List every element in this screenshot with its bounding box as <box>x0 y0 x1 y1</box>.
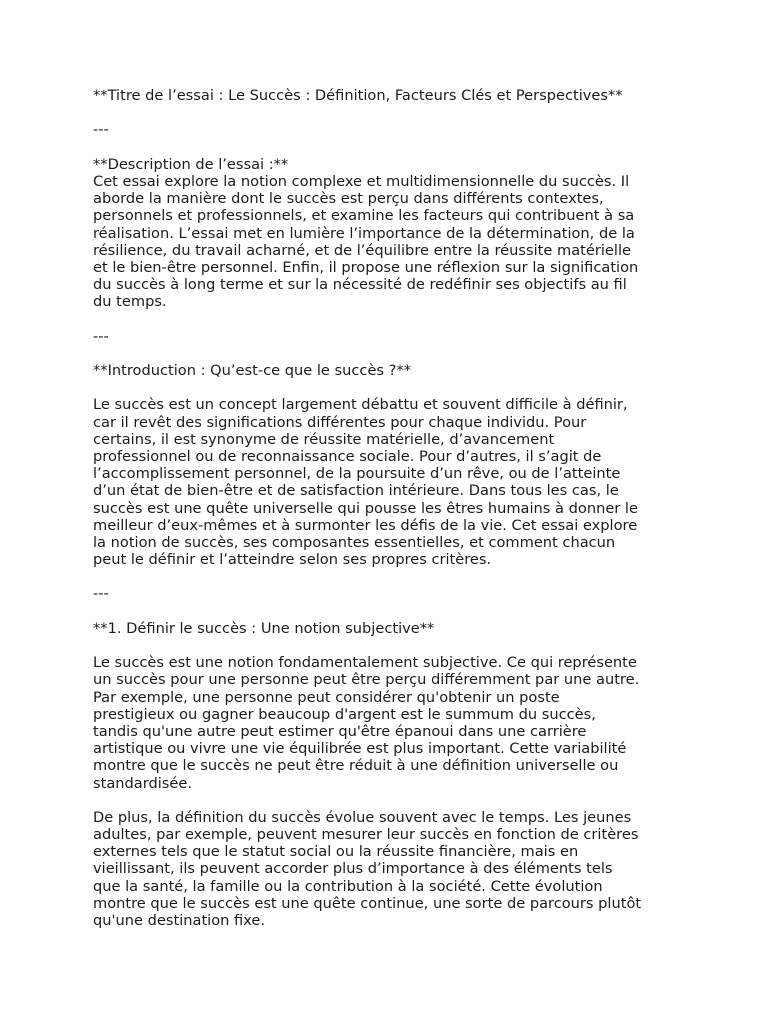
separator: --- <box>93 585 109 603</box>
paragraph-line: artistique ou vivre une vie équilibrée est plus important. Cette variabilité <box>93 740 627 758</box>
blank-line <box>93 603 683 620</box>
intro-heading: **Introduction : Qu’est-ce que le succès ?** <box>93 362 412 379</box>
paragraph-line: du succès à long terme et sur la nécessité de redéfinir ses objectifs au fil <box>93 276 627 294</box>
paragraph-line: du temps. <box>93 293 167 311</box>
description-heading: **Description de l’essai :** <box>93 155 289 173</box>
section-heading: **1. Définir le succès : Une notion subjective** <box>93 619 435 637</box>
paragraph-line: qu'une destination fixe. <box>93 912 266 929</box>
blank-line <box>93 310 683 327</box>
paragraph-line: meilleur d’eux-mêmes et à surmonter les défis de la vie. Cet essai explore <box>93 516 638 534</box>
separator: --- <box>93 121 109 139</box>
blank-line <box>93 637 683 654</box>
paragraph-line: la notion de succès, ses composantes essentielles, et comment chacun <box>93 533 616 551</box>
paragraph-line: personnels et professionnels, et examine les facteurs qui contribuent à sa <box>93 207 635 225</box>
paragraph-line: succès est une quête universelle qui pousse les êtres humains à donner le <box>93 499 638 517</box>
paragraph-line: adultes, par exemple, peuvent mesurer leur succès en fonction de critères <box>93 826 639 844</box>
paragraph-line: d’un état de bien-être et de satisfaction intérieure. Dans tous les cas, le <box>93 482 619 500</box>
paragraph-line: prestigieux ou gagner beaucoup d'argent est le summum du succès, <box>93 705 596 723</box>
blank-line <box>93 104 683 121</box>
paragraph-line: l’accomplissement personnel, de la poursuite d’un rêve, ou de l’atteinte <box>93 465 621 483</box>
blank-line <box>93 139 683 156</box>
paragraph-line: certains, il est synonyme de réussite matérielle, d’avancement <box>93 430 555 448</box>
paragraph-line: montre que le succès ne peut être réduit à une définition universelle ou <box>93 757 619 775</box>
paragraph-line: aborde la manière dont le succès est perçu dans différents contextes, <box>93 190 604 208</box>
paragraph-line: un succès pour une personne peut être perçu différemment par une autre. <box>93 671 640 689</box>
paragraph-line: professionnel ou de reconnaissance sociale. Pour d’autres, il s’agit de <box>93 447 602 465</box>
paragraph-line: que la santé, la famille ou la contribution à la société. Cette évolution <box>93 877 603 895</box>
paragraph-line: réalisation. L’essai met en lumière l’importance de la détermination, de la <box>93 224 635 242</box>
blank-line <box>93 792 683 809</box>
document-page <box>93 87 683 929</box>
paragraph-line: Par exemple, une personne peut considérer qu'obtenir un poste <box>93 688 560 706</box>
paragraph-line: résilience, du travail acharné, et de l’équilibre entre la réussite matérielle <box>93 241 631 259</box>
paragraph-line: De plus, la définition du succès évolue souvent avec le temps. Les jeunes <box>93 808 632 826</box>
paragraph-line: Le succès est un concept largement débattu et souvent difficile à définir, <box>93 396 628 414</box>
essay-title: **Titre de l’essai : Le Succès : Définition, Facteurs Clés et Perspectives** <box>93 87 623 104</box>
paragraph-line: car il revêt des significations différentes pour chaque individu. Pour <box>93 413 587 431</box>
paragraph-line: peut le définir et l’atteindre selon ses propres critères. <box>93 551 492 569</box>
blank-line <box>93 379 683 396</box>
paragraph-line: Cet essai explore la notion complexe et multidimensionnelle du succès. Il <box>93 172 630 190</box>
blank-line <box>93 345 683 362</box>
blank-line <box>93 568 683 585</box>
paragraph-line: Le succès est une notion fondamentalement subjective. Ce qui représente <box>93 654 637 672</box>
separator: --- <box>93 327 109 345</box>
paragraph-line: et le bien-être personnel. Enfin, il propose une réflexion sur la signification <box>93 258 639 276</box>
paragraph-line: montre que le succès est une quête continue, une sorte de parcours plutôt <box>93 894 642 912</box>
paragraph-line: vieillissant, ils peuvent accorder plus d’importance à des éléments tels <box>93 860 613 878</box>
paragraph-line: tandis qu'une autre peut estimer qu'être épanoui dans une carrière <box>93 722 587 740</box>
paragraph-line: standardisée. <box>93 774 192 792</box>
paragraph-line: externes tels que le statut social ou la réussite financière, mais en <box>93 843 579 861</box>
